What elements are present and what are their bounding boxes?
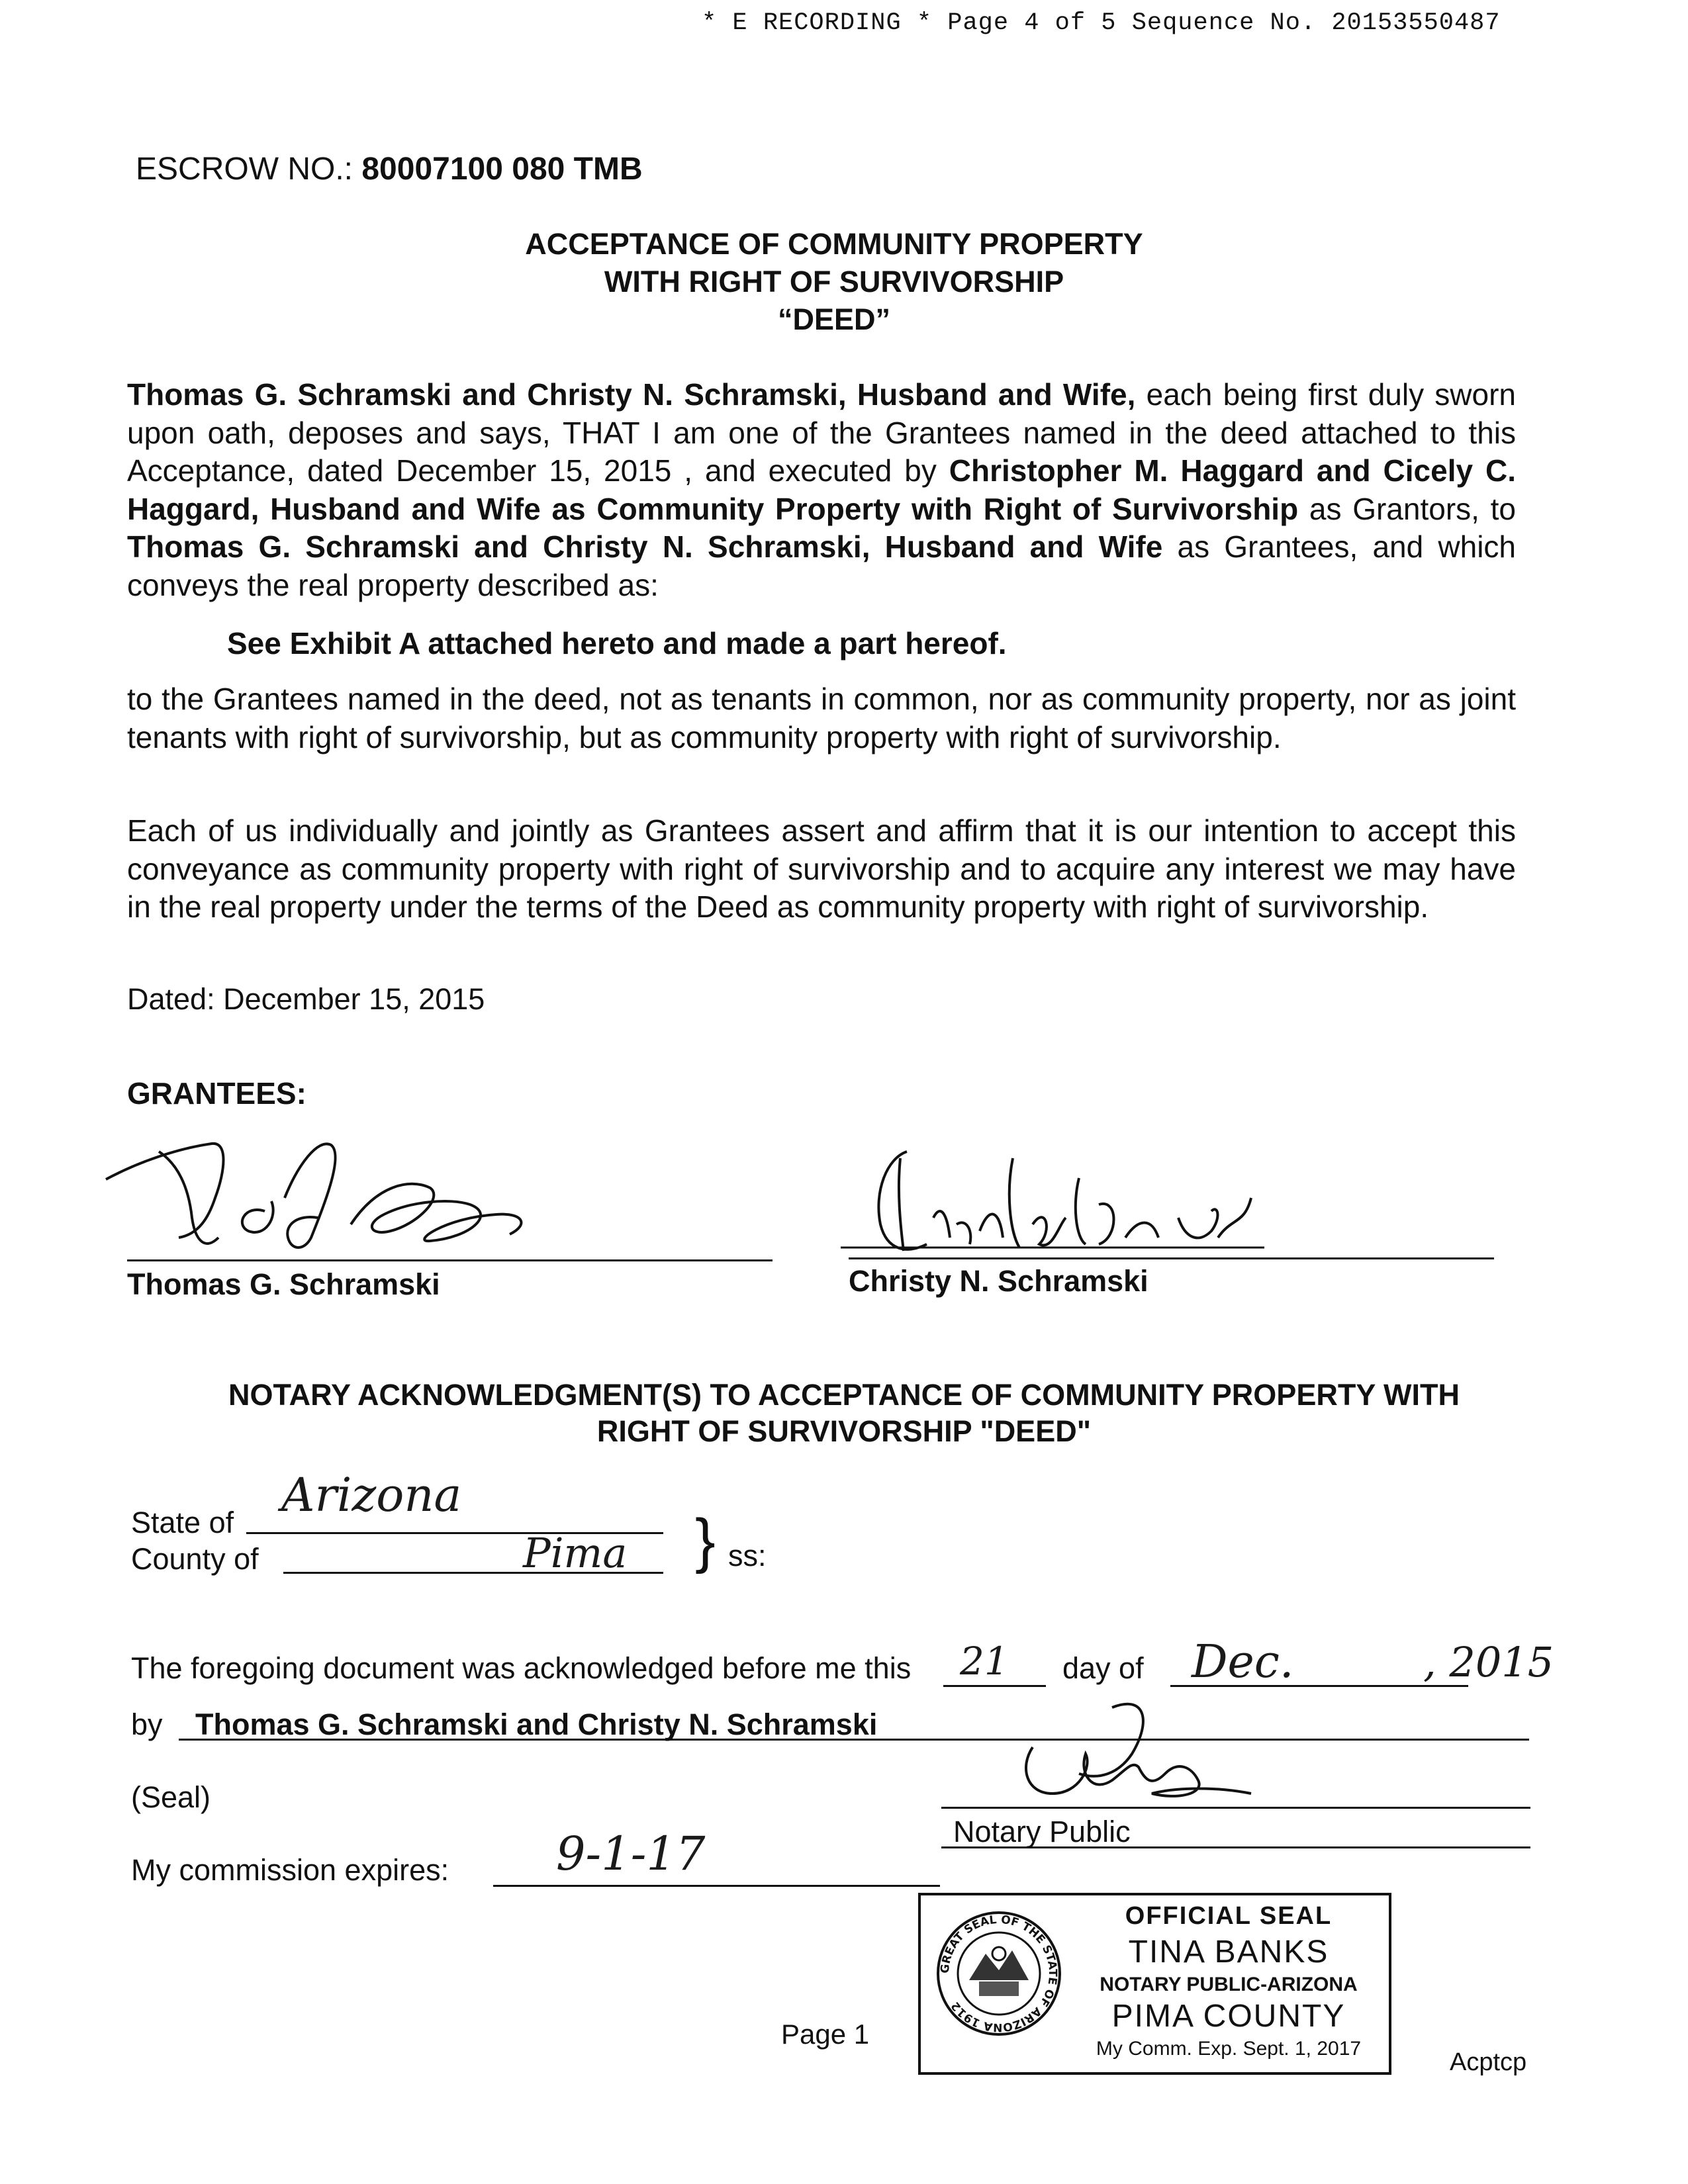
acknowledged-names: Thomas G. Schramski and Christy N. Schramski <box>195 1707 878 1741</box>
ss-bracket: } <box>695 1507 716 1574</box>
recording-header: * E RECORDING * Page 4 of 5 Sequence No. 20153550487 <box>702 9 1501 37</box>
tenancy-paragraph: to the Grantees named in the deed, not as tenants in common, nor as community property, nor as joint tenants with right of survivorship, but as community property with right of survivorship. <box>127 682 1516 754</box>
seal-line-1: OFFICIAL SEAL <box>1125 1902 1333 1930</box>
notary-public-label: Notary Public <box>953 1815 1131 1848</box>
notary-signature-line <box>941 1807 1530 1809</box>
signer-name-1: Thomas G. Schramski <box>127 1267 440 1301</box>
signature-line-1 <box>127 1259 773 1261</box>
seal-notary-name: TINA BANKS <box>1128 1934 1329 1970</box>
paragraph-text: as Grantees, and which conveys the real property described as: <box>127 529 1516 602</box>
state-label: State of <box>131 1506 234 1539</box>
year-value: , 2015 <box>1423 1638 1554 1686</box>
page-number: Page 1 <box>781 2019 870 2050</box>
paragraph-text: as Grantors, to <box>1298 491 1516 526</box>
title-line-2: WITH RIGHT OF SURVIVORSHIP <box>604 265 1064 298</box>
commission-value: 9-1-17 <box>556 1827 706 1881</box>
signer-name-2: Christy N. Schramski <box>849 1264 1149 1298</box>
notary-title-line-1: NOTARY ACKNOWLEDGMENT(S) TO ACCEPTANCE OF COMMUNITY PROPERTY WITH <box>228 1378 1460 1412</box>
month-value: Dec. <box>1192 1636 1294 1688</box>
ss-label: ss: <box>728 1539 767 1572</box>
notary-public-underline <box>941 1846 1530 1848</box>
official-notary-seal <box>918 1893 1391 2075</box>
by-label: by <box>131 1707 163 1741</box>
title-line-3: “DEED” <box>777 302 891 336</box>
arizona-state-seal-icon <box>933 1907 1065 2040</box>
intention-paragraph: Each of us individually and jointly as Grantees assert and affirm that it is our intention to accept this conveyance as community property with right of survivorship and to acquire any interest we may have in the real property under the terms of the Deed as community property with right of survivorship. <box>127 813 1516 924</box>
exhibit-reference: See Exhibit A attached hereto and made a part hereof. <box>227 626 1007 660</box>
seal-emblem-text: GREAT SEAL OF THE STATE OF ARIZONA 1912 <box>938 1913 1060 2034</box>
dated-line: Dated: December 15, 2015 <box>127 982 485 1016</box>
escrow-number <box>136 151 643 187</box>
document-code: Acptcp <box>1450 2048 1527 2076</box>
state-value: Arizona <box>281 1468 462 1522</box>
seal-label: (Seal) <box>131 1780 211 1814</box>
grantees-heading: GRANTEES: <box>127 1076 306 1111</box>
day-value: 21 <box>960 1639 1009 1684</box>
signature-line-2 <box>849 1257 1494 1259</box>
document-title <box>0 225 1668 338</box>
county-value: Pima <box>523 1529 628 1577</box>
seal-county: PIMA COUNTY <box>1111 1999 1346 2034</box>
seal-line-3: NOTARY PUBLIC-ARIZONA <box>1100 1974 1358 1995</box>
commission-field-line <box>493 1885 940 1887</box>
affidavit-paragraph <box>127 376 1516 604</box>
title-line-1: ACCEPTANCE OF COMMUNITY PROPERTY <box>525 227 1143 261</box>
signature-christy <box>834 1138 1311 1264</box>
paragraph-text: each being first duly sworn upon oath, deposes and says, THAT I am one of the Grantees named in the deed attached to this Acceptance, dated December 15, 2015 , and executed by <box>127 377 1517 488</box>
signature-thomas <box>99 1125 616 1264</box>
day-of-label: day of <box>1062 1651 1144 1685</box>
escrow-label: ESCROW NO.: <box>136 152 353 187</box>
grantees-names: Thomas G. Schramski and Christy N. Schramski, Husband and Wife, <box>127 377 1136 412</box>
seal-commission-expiry: My Comm. Exp. Sept. 1, 2017 <box>1096 2038 1362 2060</box>
day-field-line <box>943 1685 1046 1687</box>
notary-acknowledgment-title <box>0 1377 1688 1449</box>
grantees-names-2: Thomas G. Schramski and Christy N. Schramski, Husband and Wife <box>127 529 1163 564</box>
notary-title-line-2: RIGHT OF SURVIVORSHIP "DEED" <box>596 1414 1092 1448</box>
commission-label: My commission expires: <box>131 1853 449 1887</box>
county-label: County of <box>131 1542 259 1576</box>
by-field-line <box>179 1739 1529 1741</box>
grantors-names: Christopher M. Haggard and Cicely C. Haggard, Husband and Wife as Community Property with Right of Survivorship <box>127 453 1516 526</box>
acknowledgment-text: The foregoing document was acknowledged before me this <box>131 1651 912 1685</box>
escrow-value: 80007100 080 TMB <box>361 152 643 187</box>
